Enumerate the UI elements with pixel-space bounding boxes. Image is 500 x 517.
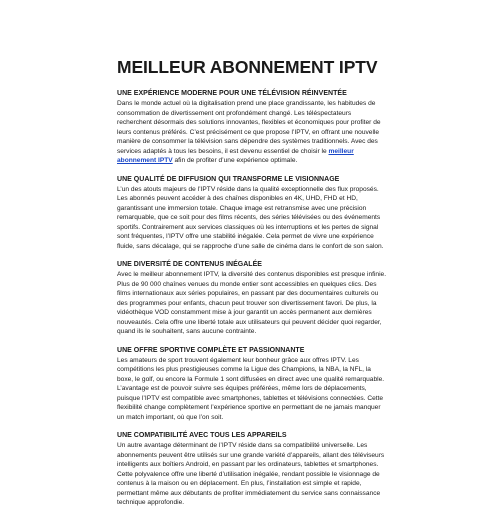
section-heading: UNE OFFRE SPORTIVE COMPLÈTE ET PASSIONNANTE [117, 346, 305, 354]
page-title: MEILLEUR ABONNEMENT IPTV [117, 57, 378, 77]
paragraph-text: afin de profiter d’une expérience optimale. [172, 157, 298, 164]
paragraph-text: Dans le monde actuel où la digitalisation prend une place grandissante, les habitudes de consommation de divertissement ont profondément changé. Les téléspectateurs recherchent désormais des solutions innovantes, flexibles et économiques pour profiter de leurs contenus préférés. C’est précisément ce que propose l’IPTV, en offrant une nouvelle manière de consommer la télévision sans dépendre des systèmes traditionnels. Avec des services adaptés à tous les besoins, il est devenu essentiel de choisir le [117, 100, 381, 155]
section-paragraph [117, 99, 387, 166]
section-paragraph: Avec le meilleur abonnement IPTV, la diversité des contenus disponibles est presque infinie. Plus de 90 000 chaînes venues du monde entier sont accessibles en quelques clics. Des films internationaux aux séries populaires, en passant par des documentaires culturels ou des programmes pour enfants, chacun peut trouver son divertissement favori. De plus, la vidéothèque VOD constamment mise à jour garantit un accès permanent aux dernières nouveautés. Cela offre une liberté totale aux utilisateurs qui peuvent décider quoi regarder, quand ils le souhaitent, sans aucune contrainte. [117, 271, 387, 335]
section-heading: UNE COMPATIBILITÉ AVEC TOUS LES APPAREILS [117, 432, 287, 439]
section-heading: UNE QUALITÉ DE DIFFUSION QUI TRANSFORME LE VISIONNAGE [117, 175, 340, 183]
section-quality [117, 175, 387, 252]
section-heading: UNE EXPÉRIENCE MODERNE POUR UNE TÉLÉVISION RÉINVENTÉE [117, 90, 347, 97]
section-heading: UNE DIVERSITÉ DE CONTENUS INÉGALÉE [117, 261, 262, 268]
iptv-subscription-link[interactable]: meilleur abonnement IPTV [117, 147, 354, 164]
section-paragraph: L’un des atouts majeurs de l’IPTV réside dans la qualité exceptionnelle des flux proposés. Les abonnés peuvent accéder à des chaînes disponibles en 4K, UHD, FHD et HD, garantissant une immersion totale. Chaque image est retransmise avec une précision remarquable, que ce soit pour des films récents, des séries télévisées ou des événements sportifs. Contrairement aux services classiques où les interruptions et les pertes de signal sont fréquentes, l’IPTV offre une stabilité inégalée. Cela permet de vivre une expérience fluide, sans décalage, qui se rapproche d’une salle de cinéma dans le confort de son salon. [117, 185, 384, 250]
section-diversity [117, 260, 387, 337]
section-sports [117, 346, 387, 423]
section-experience [117, 89, 387, 166]
section-paragraph: Un autre avantage déterminant de l’IPTV réside dans sa compatibilité universelle. Les abonnements peuvent être utilisés sur une grande variété d’appareils, allant des téléviseurs intelligents aux boîtiers Android, en passant par les ordinateurs, tablettes et smartphones. Cette polyvalence offre une liberté d’utilisation inégalée, rendant possible le visionnage de contenus à la maison ou en déplacement. En plus, l’installation est simple et rapide, permettant même aux débutants de profiter immédiatement du service sans connaissance technique approfondie. [117, 442, 385, 506]
article [117, 57, 387, 517]
section-compatibility [117, 431, 387, 508]
section-paragraph: Les amateurs de sport trouvent également leur bonheur grâce aux offres IPTV. Les compétitions les plus prestigieuses comme la Ligue des Champions, la NBA, la NFL, la boxe, le golf, ou encore la Formule 1 sont diffusées en direct avec une qualité remarquable. L’avantage est de pouvoir suivre ses équipes préférées, même lors de déplacements, puisque l’IPTV est compatible avec smartphones, tablettes et télévisions connectées. Cette flexibilité change complètement l’expérience sportive en permettant de ne jamais manquer un match important, où que l’on soit. [117, 356, 385, 421]
